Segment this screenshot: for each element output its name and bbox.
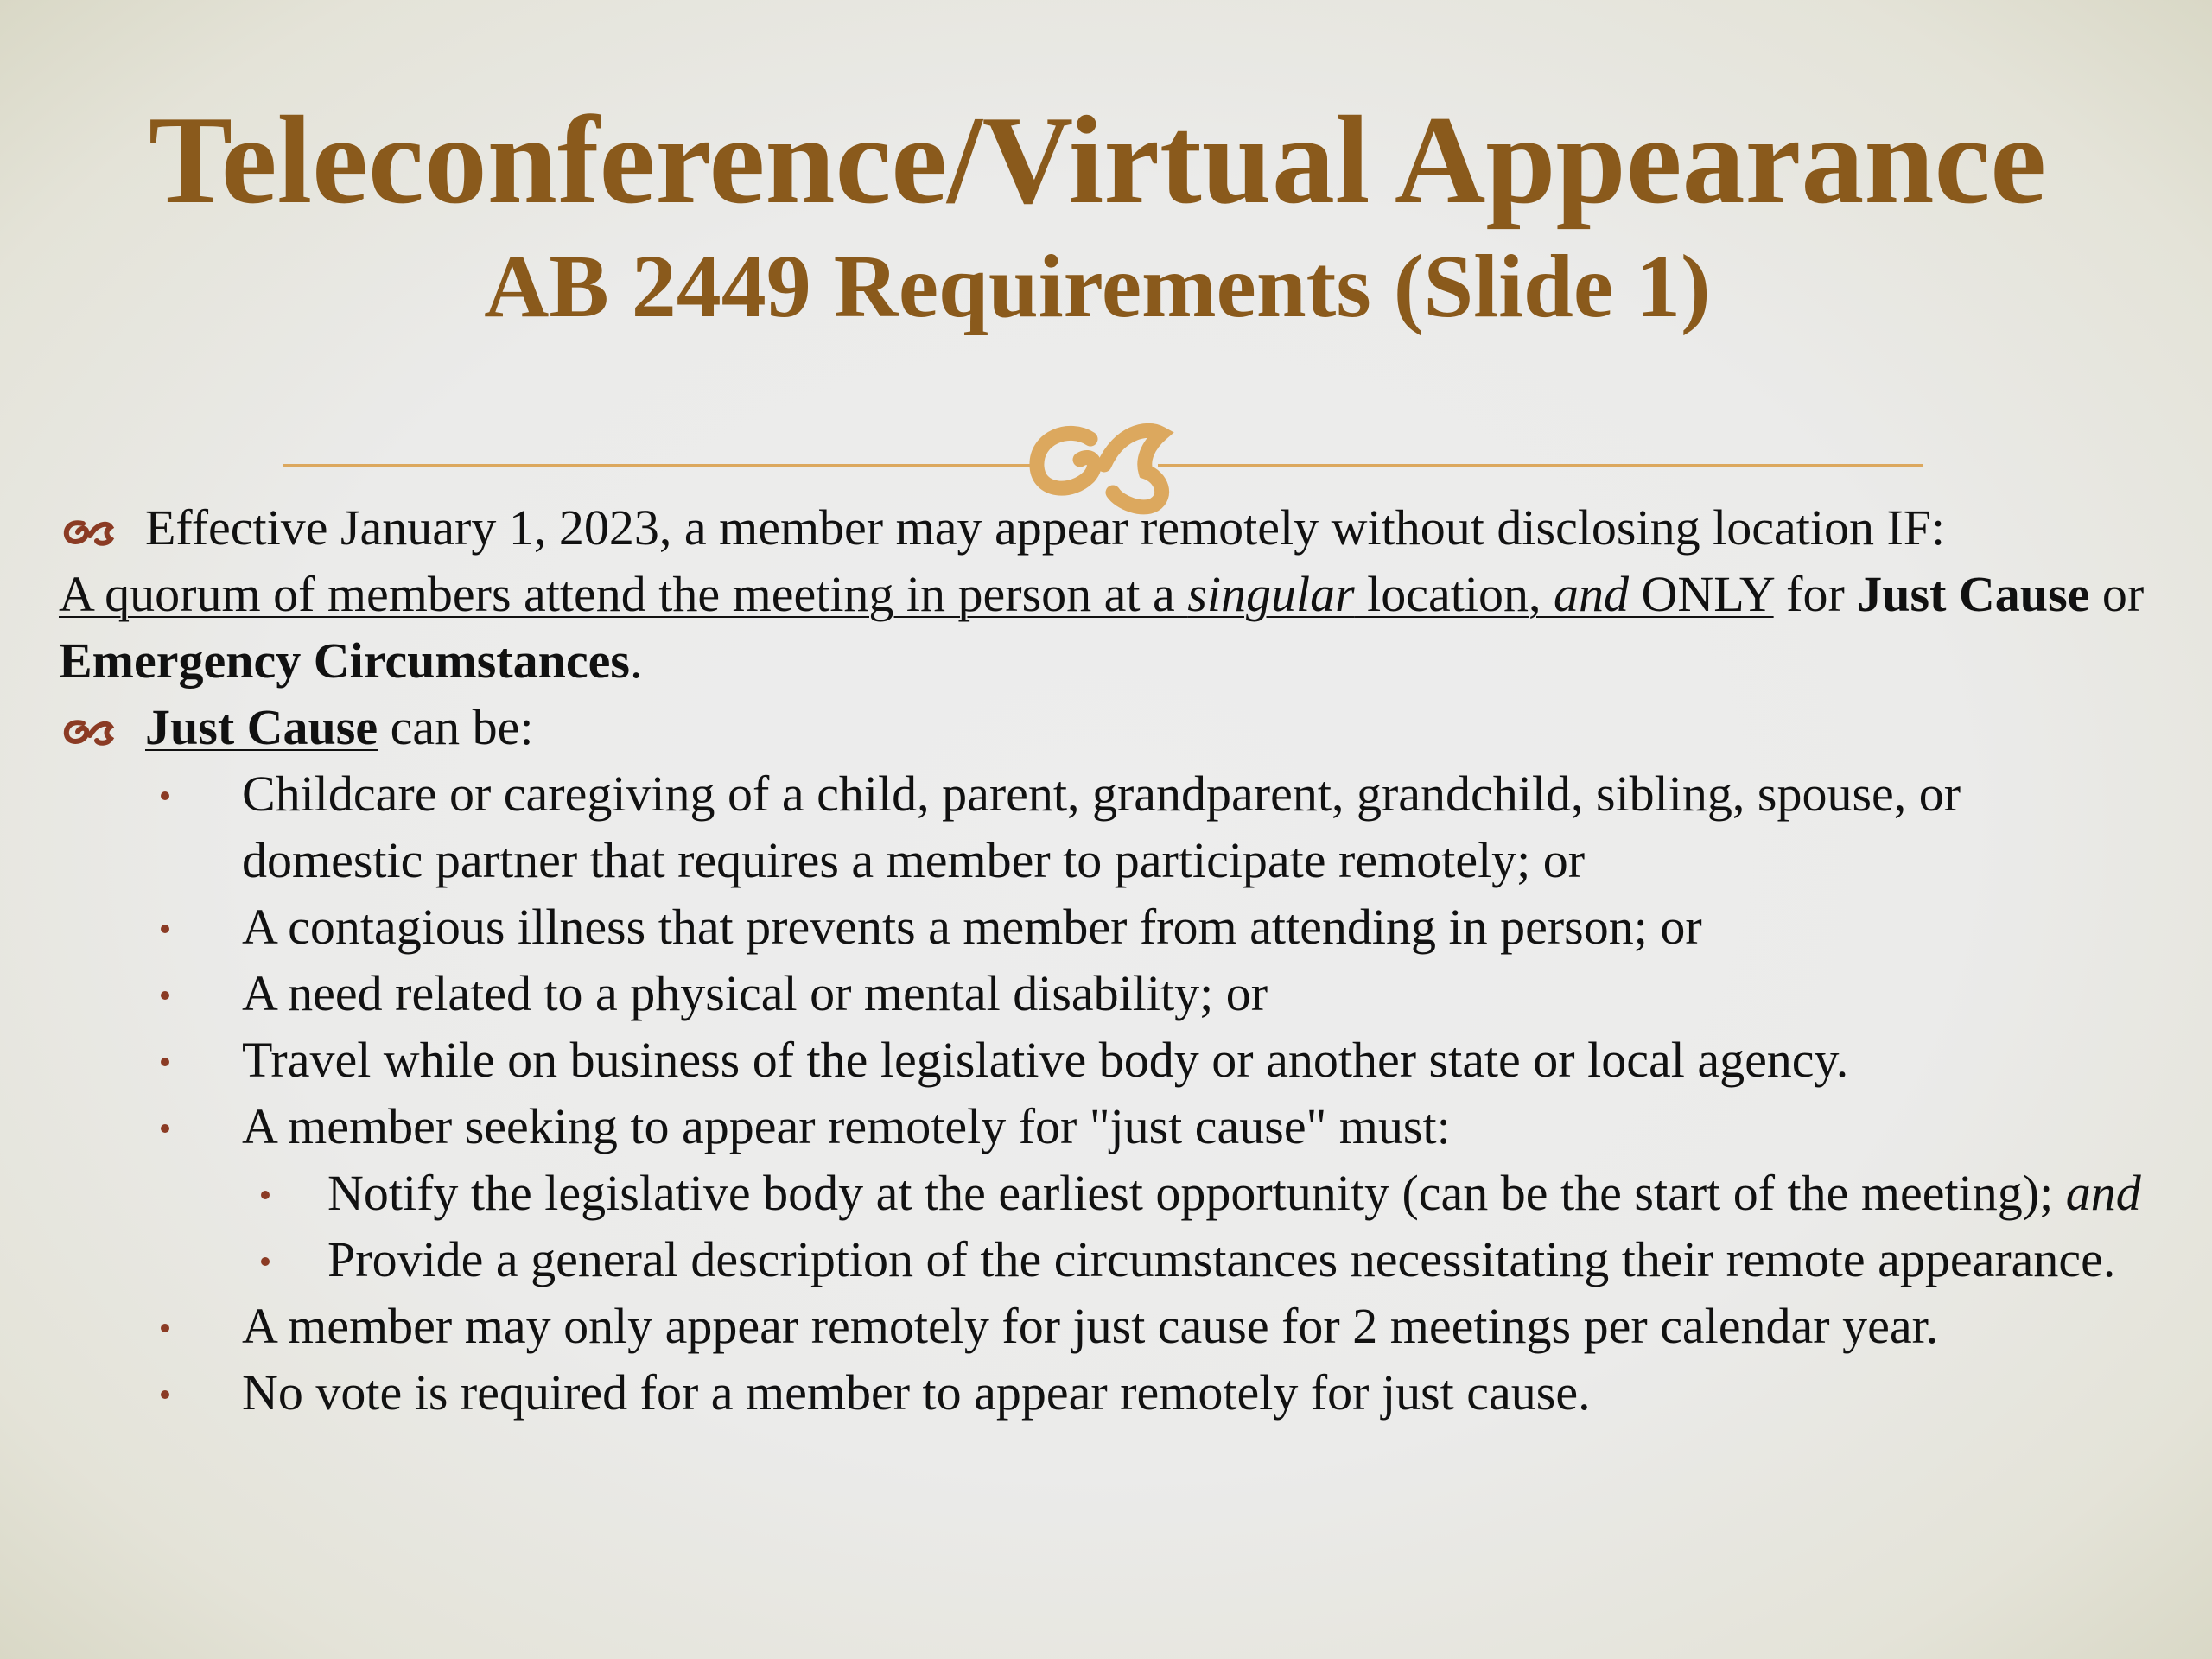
- period: .: [629, 632, 643, 689]
- quorum-singular: singular: [1187, 566, 1355, 622]
- connector-for: for: [1773, 566, 1858, 622]
- just-cause-list: [59, 760, 2150, 1426]
- slide-content: [59, 494, 2150, 1426]
- divider-left: [283, 464, 1044, 467]
- emergency-circumstances-bold: Emergency Circumstances: [59, 632, 630, 689]
- quorum-and: and: [1554, 566, 1629, 622]
- list-item-no-vote: No vote is required for a member to appear remotely for just cause.: [59, 1359, 2150, 1426]
- list-item-travel: Travel while on business of the legislative body or another state or local agency.: [59, 1027, 2150, 1093]
- list-item-caregiving: Childcare or caregiving of a child, parent, grandparent, grandchild, sibling, spouse, or domestic partner that requires a member to participate remotely; or: [59, 760, 2150, 893]
- connector-or: or: [2089, 566, 2145, 622]
- sub-item-notify: [59, 1160, 2150, 1226]
- quorum-text-2: location,: [1354, 566, 1554, 622]
- list-item-two-meetings: A member may only appear remotely for just cause for 2 meetings per calendar year.: [59, 1293, 2150, 1359]
- list-item-must: A member seeking to appear remotely for "just cause" must:: [59, 1093, 2150, 1160]
- divider-right: [1158, 464, 1923, 467]
- just-cause-label: Just Cause: [145, 699, 378, 755]
- quorum-requirement: [59, 566, 1774, 622]
- quorum-only: ONLY: [1629, 566, 1774, 622]
- curl-bullet-icon: [59, 713, 145, 747]
- effective-date-text: Effective January 1, 2023, a member may appear remotely without disclosing location IF:: [145, 499, 1946, 556]
- just-cause-bold: Just Cause: [1857, 566, 2090, 622]
- slide-subtitle: AB 2449 Requirements (Slide 1): [484, 237, 1711, 336]
- slide-title: Teleconference/Virtual Appearance: [148, 90, 2047, 230]
- just-cause-rest: can be:: [378, 699, 534, 755]
- notify-text: Notify the legislative body at the earliest opportunity (can be the start of the meeting);: [327, 1165, 2066, 1221]
- quorum-text-1: A quorum of members attend the meeting in person at a: [59, 566, 1188, 622]
- list-item-illness: A contagious illness that prevents a member from attending in person; or: [59, 893, 2150, 960]
- curl-bullet-icon: [59, 513, 145, 548]
- notify-and: and: [2065, 1165, 2141, 1221]
- sub-item-describe: Provide a general description of the circumstances necessitating their remote appearance.: [59, 1226, 2150, 1293]
- bullet-just-cause: [59, 694, 2150, 760]
- list-item-disability: A need related to a physical or mental disability; or: [59, 960, 2150, 1027]
- bullet-effective-date: [59, 494, 2150, 694]
